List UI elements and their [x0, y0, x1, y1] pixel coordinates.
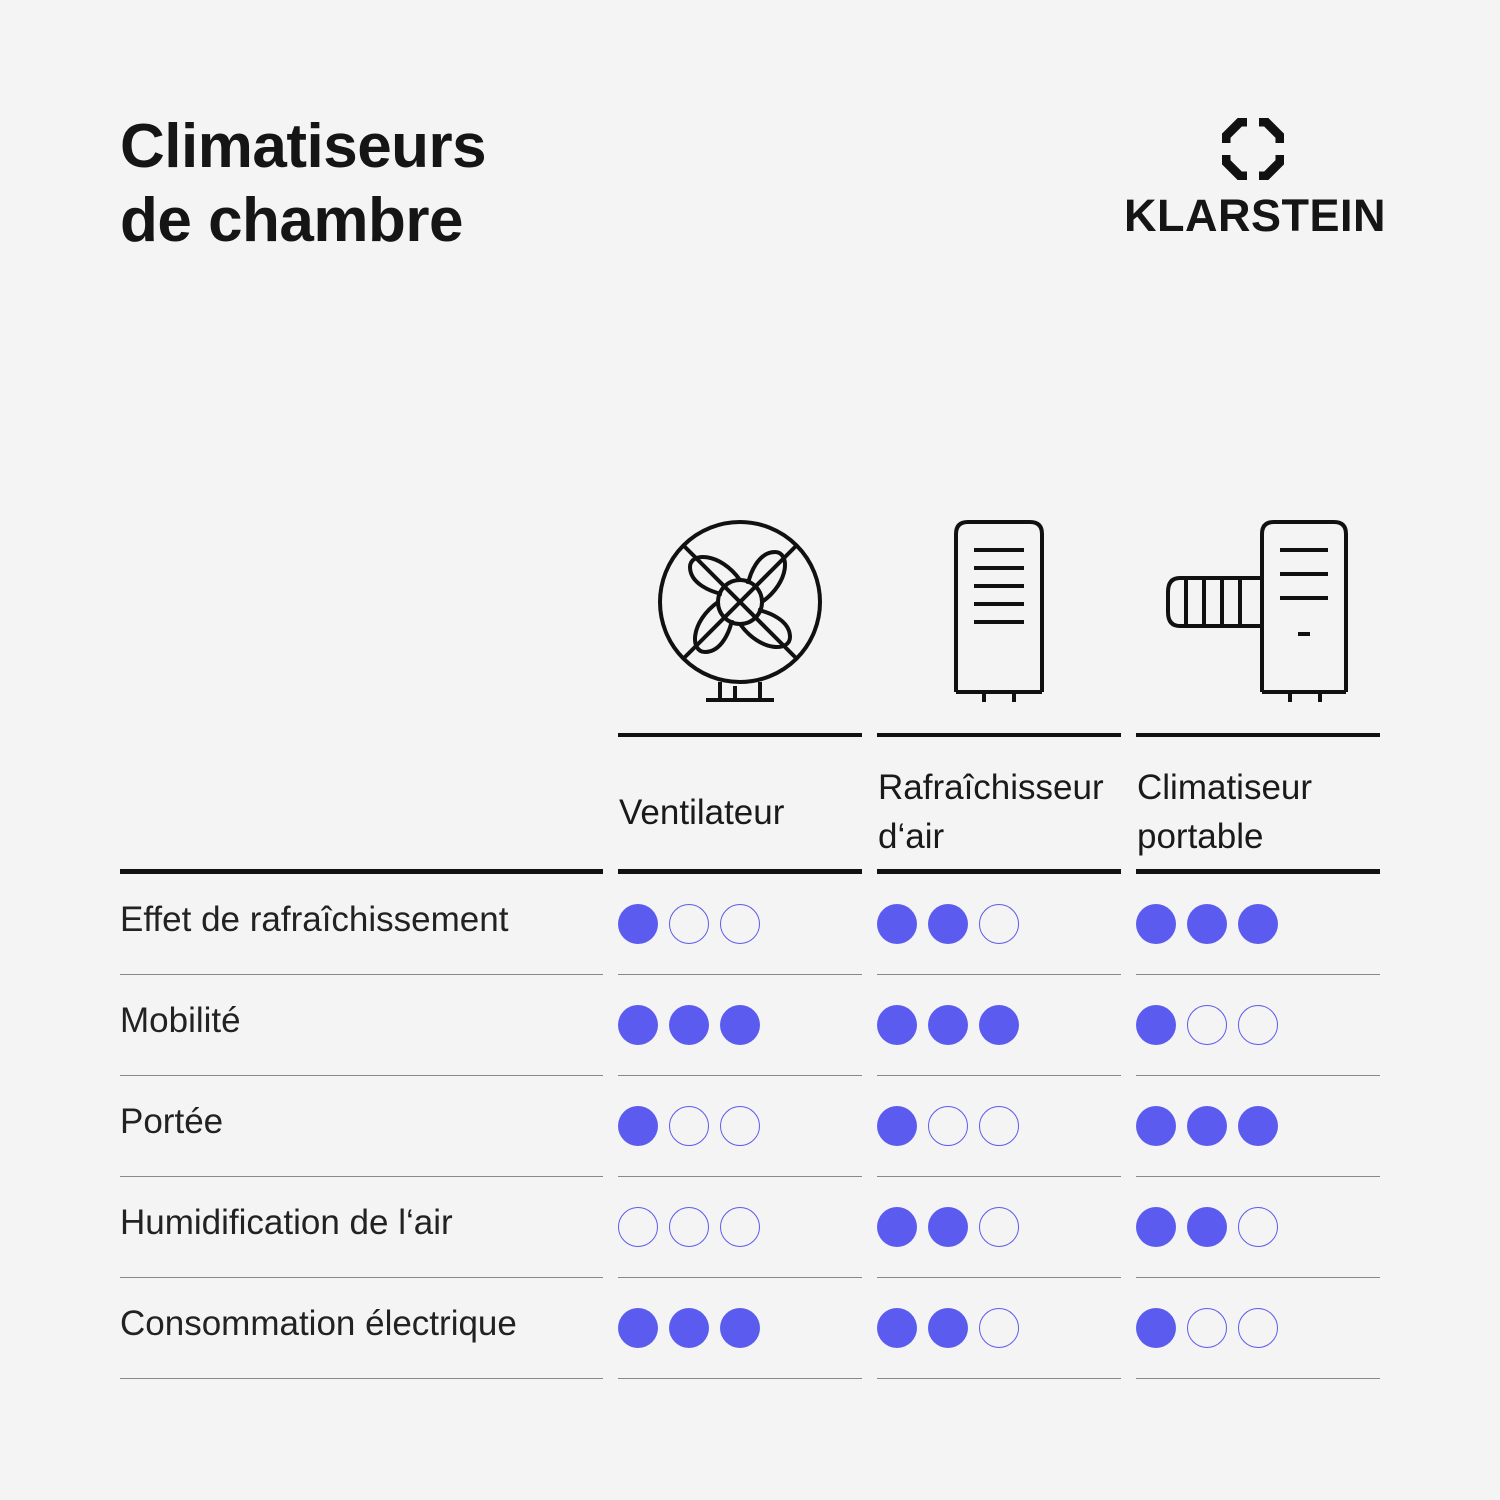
rating-dot-filled [720, 1005, 760, 1045]
title-line-2: de chambre [120, 186, 464, 255]
rating-dot-filled [618, 1308, 658, 1348]
column-label: Ventilateur [619, 792, 785, 832]
rating-dot-empty [979, 1106, 1019, 1146]
row-divider [618, 1378, 862, 1379]
rating-dot-empty [979, 1207, 1019, 1247]
rating-dot-filled [928, 904, 968, 944]
rating-dots [618, 1207, 760, 1247]
rating-dot-filled [877, 904, 917, 944]
rating-dot-filled [618, 904, 658, 944]
rating-dots [877, 1308, 1019, 1348]
row-label: Mobilité [120, 1001, 241, 1040]
rating-dot-empty [1238, 1005, 1278, 1045]
row-label: Humidification de l‘air [120, 1203, 453, 1242]
column-top-rule [1136, 733, 1380, 737]
rating-dot-empty [720, 904, 760, 944]
table-row [0, 874, 1500, 975]
rating-dot-filled [1136, 1106, 1176, 1146]
rating-dot-filled [1187, 1207, 1227, 1247]
rating-dot-filled [979, 1005, 1019, 1045]
table-row [0, 1177, 1500, 1278]
rating-dot-empty [669, 904, 709, 944]
rating-dot-filled [669, 1005, 709, 1045]
rating-dot-filled [1187, 904, 1227, 944]
rating-dots [877, 1005, 1019, 1045]
rating-dot-filled [928, 1308, 968, 1348]
fan-icon [650, 512, 830, 707]
klarstein-logo-icon [1222, 118, 1284, 180]
rating-dot-empty [979, 904, 1019, 944]
rating-dot-filled [1238, 904, 1278, 944]
rating-dot-filled [877, 1005, 917, 1045]
rating-dot-empty [618, 1207, 658, 1247]
column-header-climatiseur [1137, 758, 1381, 866]
rating-dots [618, 1005, 760, 1045]
column-header-rafraichisseur [878, 758, 1122, 866]
rating-dot-empty [1238, 1308, 1278, 1348]
rating-dots [1136, 1005, 1278, 1045]
rating-dot-filled [928, 1207, 968, 1247]
rating-dot-filled [618, 1106, 658, 1146]
row-label: Consommation électrique [120, 1304, 517, 1343]
column-header-ventilateur [619, 758, 863, 866]
rating-dots [618, 1308, 760, 1348]
rating-dots [618, 904, 760, 944]
rating-dot-empty [669, 1106, 709, 1146]
rating-dots [618, 1106, 760, 1146]
rating-dot-empty [928, 1106, 968, 1146]
rating-dot-filled [928, 1005, 968, 1045]
title-line-1: Climatiseurs [120, 112, 487, 181]
column-label: Rafraîchisseur d‘air [878, 768, 1104, 856]
rating-dot-filled [1238, 1106, 1278, 1146]
table-row [0, 1076, 1500, 1177]
column-label: Climatiseur portable [1137, 768, 1313, 856]
rating-dot-filled [618, 1005, 658, 1045]
rating-dot-filled [1136, 1005, 1176, 1045]
rating-dots [1136, 1308, 1278, 1348]
rating-dots [877, 904, 1019, 944]
rating-dots [1136, 1106, 1278, 1146]
rating-dot-filled [1187, 1106, 1227, 1146]
rating-dots [1136, 904, 1278, 944]
rating-dot-empty [1187, 1005, 1227, 1045]
rating-dot-filled [877, 1207, 917, 1247]
row-divider [877, 1378, 1121, 1379]
rating-dot-empty [669, 1207, 709, 1247]
rating-dot-empty [979, 1308, 1019, 1348]
page-title [120, 110, 486, 258]
rating-dot-empty [720, 1207, 760, 1247]
column-top-rule [618, 733, 862, 737]
rating-dots [1136, 1207, 1278, 1247]
brand-logo [1124, 118, 1386, 242]
rating-dot-empty [720, 1106, 760, 1146]
rating-dot-filled [1136, 904, 1176, 944]
row-divider [120, 1378, 603, 1379]
portable-air-conditioner-icon [1162, 512, 1357, 707]
brand-name: KLARSTEIN [1124, 190, 1386, 241]
row-divider [1136, 1378, 1380, 1379]
column-top-rule [877, 733, 1121, 737]
air-cooler-icon [950, 512, 1050, 707]
rating-dot-filled [669, 1308, 709, 1348]
rating-dots [877, 1207, 1019, 1247]
row-label: Effet de rafraîchissement [120, 900, 509, 939]
rating-dot-filled [1136, 1308, 1176, 1348]
rating-dots [877, 1106, 1019, 1146]
row-label: Portée [120, 1102, 224, 1141]
rating-dot-filled [720, 1308, 760, 1348]
rating-dot-filled [877, 1308, 917, 1348]
rating-dot-filled [1136, 1207, 1176, 1247]
table-row [0, 975, 1500, 1076]
rating-dot-empty [1238, 1207, 1278, 1247]
rating-dot-empty [1187, 1308, 1227, 1348]
table-row [0, 1278, 1500, 1379]
rating-dot-filled [877, 1106, 917, 1146]
